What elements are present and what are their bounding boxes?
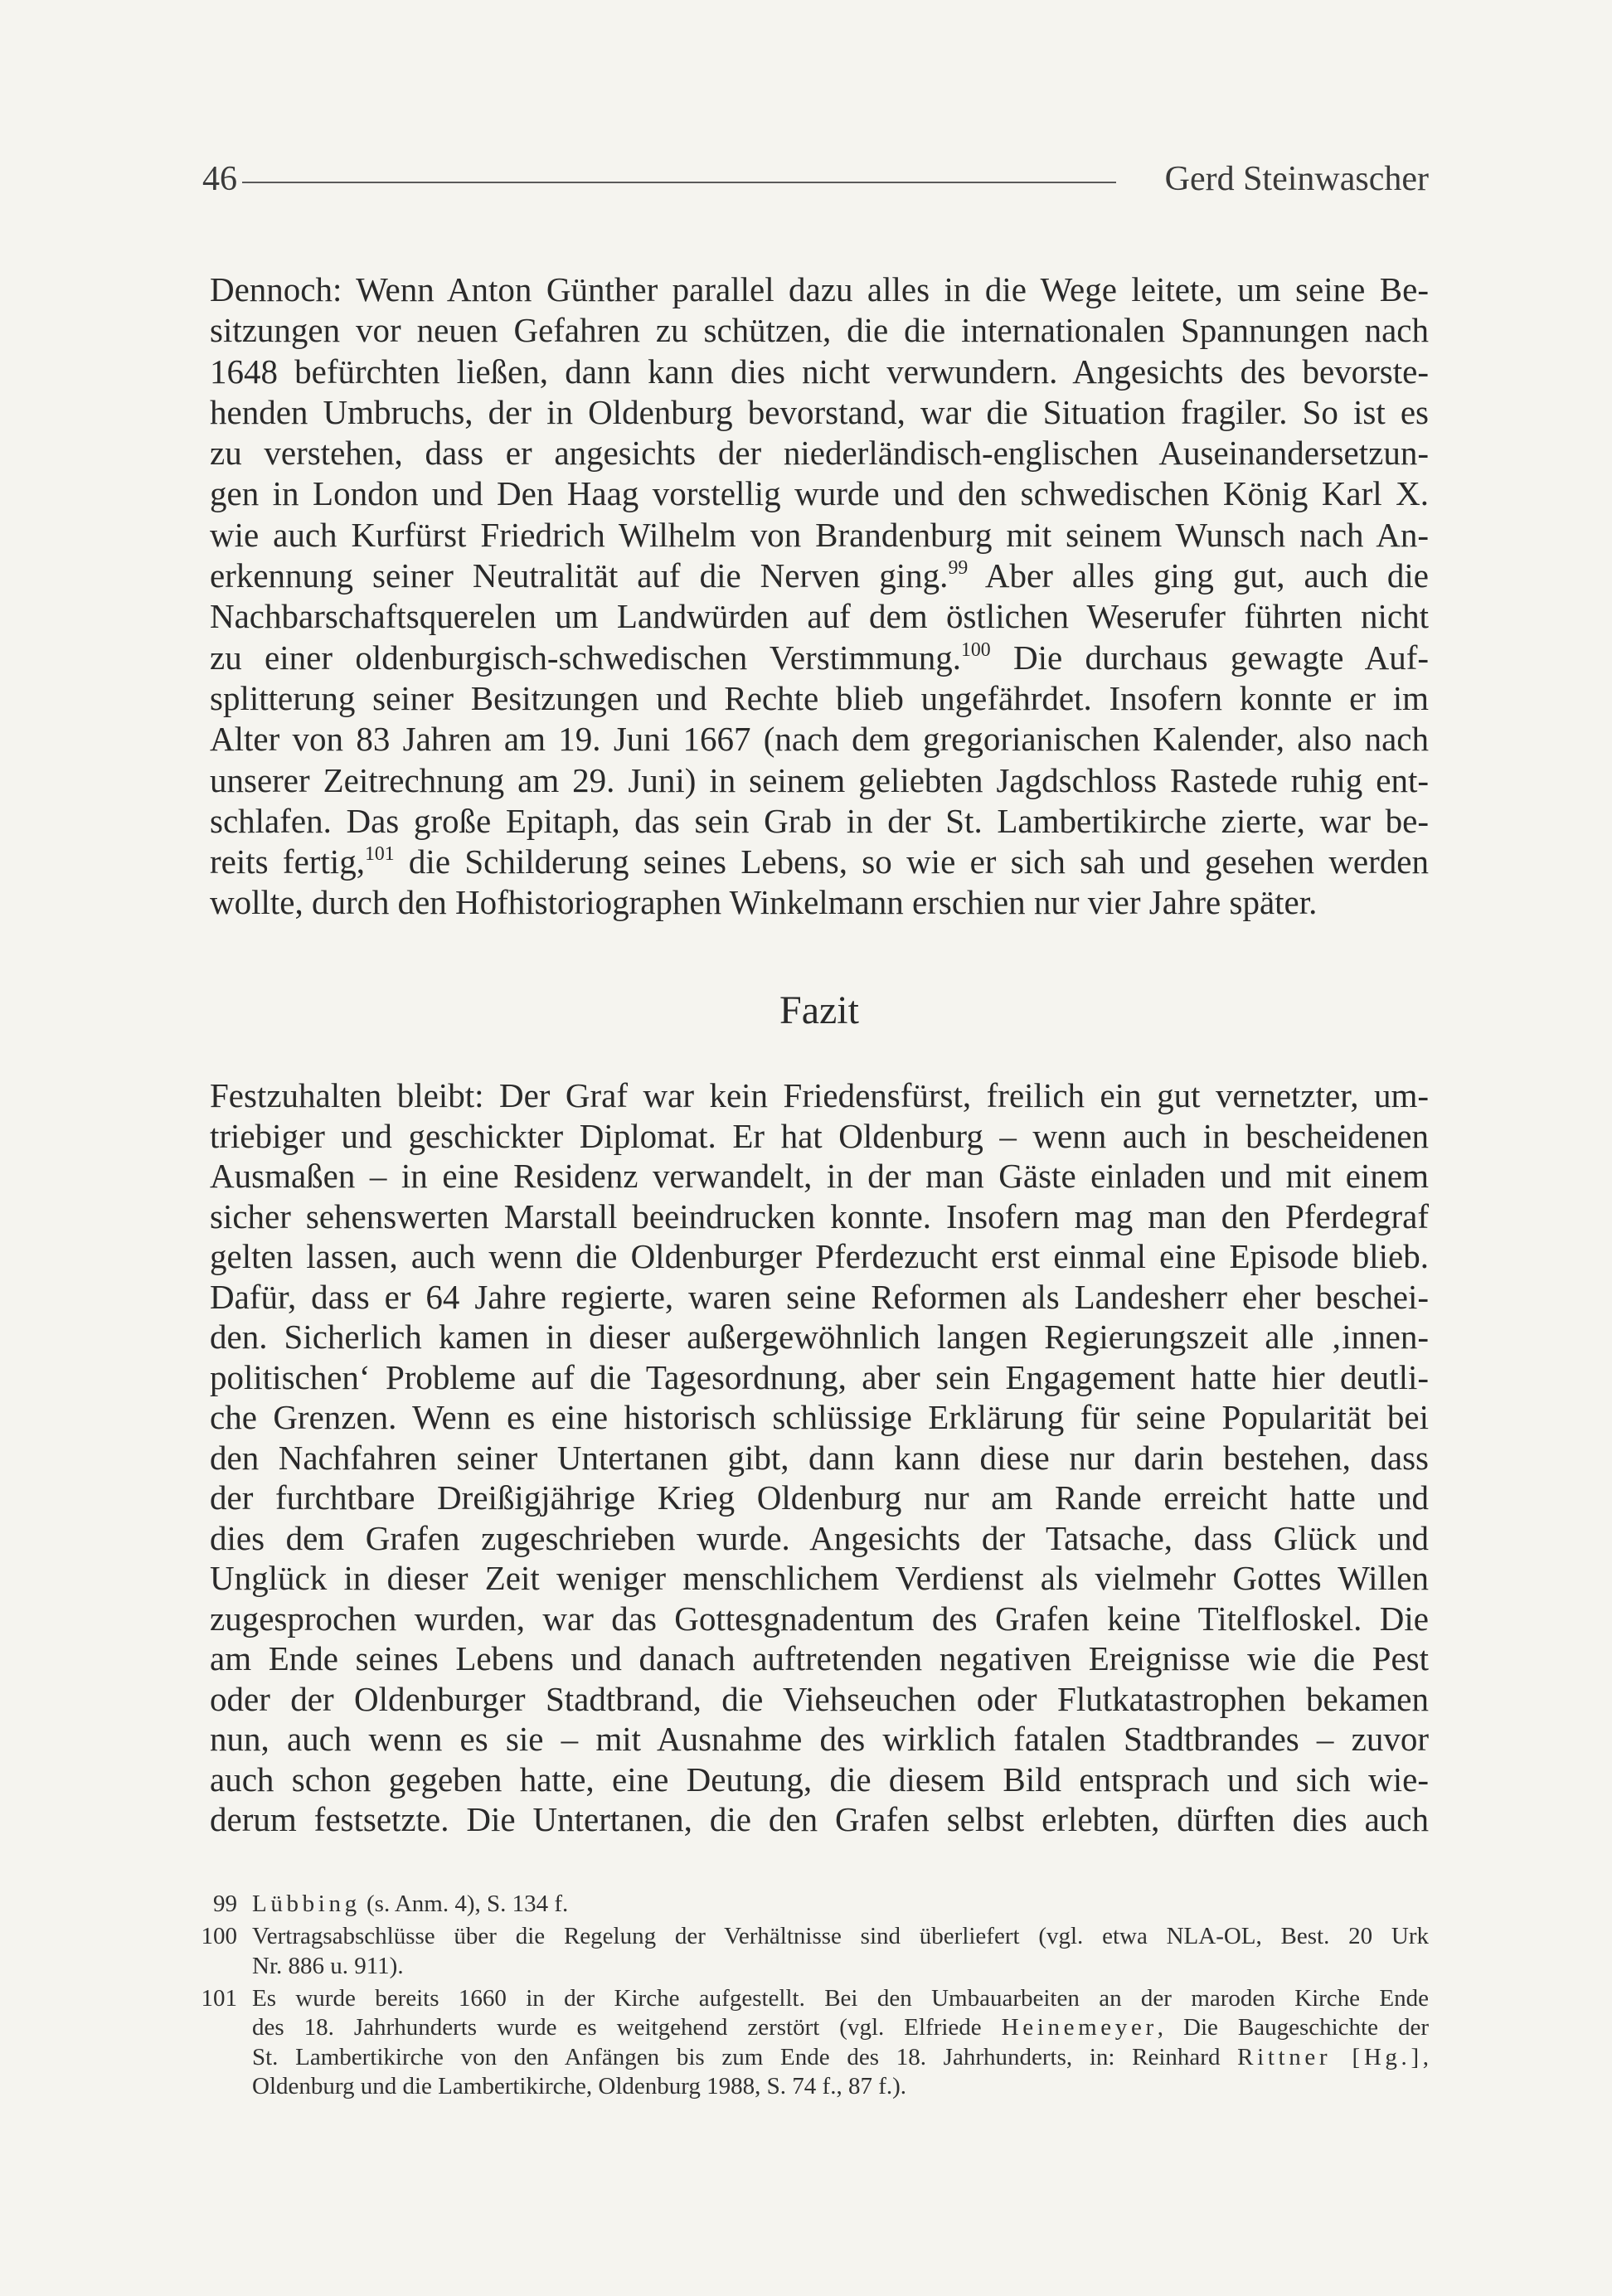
- text-line: Ausmaßen – in eine Residenz verwandelt, in der man Gäste einladen und mit einem: [210, 1157, 1429, 1195]
- text-segment: Aber alles ging gut, auch die: [968, 556, 1429, 595]
- text-segment: , Die Baugeschichte der: [1157, 2014, 1429, 2041]
- text-line: politischen‘ Probleme auf die Tagesordnung, aber sein Engagement hatte hier deutli-: [210, 1357, 1429, 1396]
- text-line: [210, 556, 1429, 596]
- footnote-line: Oldenburg und die Lambertikirche, Oldenburg 1988, S. 74 f., 87 f.).: [252, 2073, 907, 2099]
- footnote-99: [192, 1890, 1429, 1920]
- footnote-line: Nr. 886 u. 911).: [252, 1952, 404, 1979]
- editor-name: Rittner [Hg.]: [1237, 2043, 1423, 2070]
- text-line: der furchtbare Dreißigjährige Krieg Oldenburg nur am Rande erreicht hatte und: [210, 1478, 1429, 1517]
- footnote-text: [252, 1984, 1429, 2102]
- section-heading: Fazit: [779, 988, 859, 1032]
- footnote-number: 101: [201, 1984, 237, 2012]
- text-segment: die Schilderung seines Lebens, so wie er sich sah und gesehen werden: [394, 842, 1429, 881]
- footnote-reference: 99: [948, 557, 969, 580]
- text-line: dies dem Grafen zugeschrieben wurde. Angesichts der Tatsache, dass Glück und: [210, 1518, 1429, 1557]
- footnote-line: [252, 2043, 1429, 2073]
- text-line: Nachbarschaftsquerelen um Landwürden auf dem östlichen Weserufer führten nicht: [210, 597, 1429, 636]
- text-line: nun, auch wenn es sie – mit Ausnahme des wirklich fatalen Stadtbrandes – zuvor: [210, 1720, 1429, 1758]
- author-name: Heinemeyer: [1001, 2014, 1158, 2041]
- text-line: wie auch Kurfürst Friedrich Wilhelm von Brandenburg mit seinem Wunsch nach An-: [210, 515, 1429, 554]
- text-segment: ,: [1422, 2043, 1429, 2070]
- text-line: oder der Oldenburger Stadtbrand, die Viehseuchen oder Flutkatastrophen bekamen: [210, 1679, 1429, 1718]
- text-segment: (s. Anm. 4), S. 134 f.: [360, 1891, 569, 1917]
- text-line: [210, 638, 1429, 678]
- footnote-number: 99: [213, 1891, 237, 1917]
- footnote-reference: 100: [961, 638, 991, 661]
- author-name: Lübbing: [252, 1891, 361, 1917]
- text-line: che Grenzen. Wenn es eine historisch schlüssige Erklärung für seine Popularität bei: [210, 1398, 1429, 1436]
- text-segment: des 18. Jahrhunderts wurde es weitgehend zerstört (vgl. Elfriede: [252, 2014, 1002, 2041]
- text-line: gelten lassen, auch wenn die Oldenburger Pferdezucht erst einmal eine Episode blieb.: [210, 1237, 1429, 1275]
- text-line: zu verstehen, dass er angesichts der niederländisch-englischen Auseinandersetzun-: [210, 434, 1429, 473]
- text-segment: St. Lambertikirche von den Anfängen bis zum Ende des 18. Jahrhunderts, in: Reinhard: [252, 2043, 1238, 2070]
- footnote-101: [192, 1984, 1429, 2102]
- text-segment: Die durchaus gewagte Auf-: [990, 638, 1429, 677]
- paragraph-1: [210, 269, 1429, 924]
- running-title: Gerd Steinwascher: [1164, 160, 1429, 198]
- text-line: triebiger und geschickter Diplomat. Er hat Oldenburg – wenn auch in bescheidenen: [210, 1116, 1429, 1155]
- text-line: gen in London und Den Haag vorstellig wurde und den schwedischen König Karl X.: [210, 474, 1429, 513]
- text-line: henden Umbruchs, der in Oldenburg bevorstand, war die Situation fragiler. So ist es: [210, 392, 1429, 431]
- text-line: den Nachfahren seiner Untertanen gibt, dann kann diese nur darin bestehen, dass: [210, 1438, 1429, 1477]
- text-line: unserer Zeitrechnung am 29. Juni) in seinem geliebten Jagdschloss Rastede ruhig ent-: [210, 760, 1429, 799]
- text-line: Unglück in dieser Zeit weniger menschlichem Verdienst als vielmehr Gottes Willen: [210, 1559, 1429, 1597]
- text-line: am Ende seines Lebens und danach auftretenden negativen Ereignisse wie die Pest: [210, 1639, 1429, 1677]
- text-line: auch schon gegeben hatte, eine Deutung, die diesem Bild entsprach und sich wie-: [210, 1760, 1429, 1798]
- text-line: sicher sehenswerten Marstall beeindrucken konnte. Insofern mag man den Pferdegraf: [210, 1197, 1429, 1235]
- text-segment: erkennung seiner Neutralität auf die Nerven ging.: [210, 556, 949, 595]
- footnote-line: Es wurde bereits 1660 in der Kirche aufgestellt. Bei den Umbauarbeiten an der maroden Kirche Ende: [252, 1984, 1429, 2012]
- footnote-text: [252, 1890, 1429, 1920]
- footnote-line: [252, 2013, 1429, 2043]
- text-line: wollte, durch den Hofhistoriographen Winkelmann erschien nur vier Jahre später.: [210, 883, 1318, 922]
- text-line: splitterung seiner Besitzungen und Rechte blieb ungefährdet. Insofern konnte er im: [210, 678, 1429, 717]
- text-line: den. Sicherlich kamen in dieser außergewöhnlich langen Regierungszeit alle ‚innen-: [210, 1318, 1429, 1356]
- text-line: Dafür, dass er 64 Jahre regierte, waren seine Reformen als Landesherr eher beschei-: [210, 1277, 1429, 1316]
- footnote-text: [252, 1922, 1429, 1981]
- text-line: sitzungen vor neuen Gefahren zu schützen, die die internationalen Spannungen nach: [210, 311, 1429, 350]
- text-line: Dennoch: Wenn Anton Günther parallel dazu alles in die Wege leitete, um seine Be-: [210, 270, 1429, 308]
- text-segment: zu einer oldenburgisch-schwedischen Verstimmung.: [210, 638, 962, 677]
- page-number: 46: [202, 160, 237, 198]
- text-line: Alter von 83 Jahren am 19. Juni 1667 (nach dem gregorianischen Kalender, also nach: [210, 720, 1429, 759]
- text-line: [210, 842, 1429, 882]
- text-line: schlafen. Das große Epitaph, das sein Grab in der St. Lambertikirche zierte, war be-: [210, 801, 1429, 840]
- text-segment: reits fertig,: [210, 842, 365, 881]
- footnote-100: [192, 1922, 1429, 1981]
- header-rule: [242, 182, 1116, 183]
- text-line: zugesprochen wurden, war das Gottesgnadentum des Grafen keine Titelfloskel. Die: [210, 1599, 1429, 1638]
- footnote-line: [252, 1890, 1429, 1920]
- footnote-number: 100: [201, 1923, 237, 1949]
- text-line: 1648 befürchten ließen, dann kann dies nicht verwundern. Angesichts des bevorste-: [210, 352, 1429, 391]
- footnotes: [192, 1890, 1429, 2104]
- text-line: Festzuhalten bleibt: Der Graf war kein Friedensfürst, freilich ein gut vernetzter, um-: [210, 1076, 1429, 1114]
- paragraph-2: [210, 1075, 1429, 1840]
- text-line: derum festsetzte. Die Untertanen, die den Grafen selbst erlebten, dürften dies auch: [210, 1800, 1429, 1838]
- footnote-line: Vertragsabschlüsse über die Regelung der Verhältnisse sind überliefert (vgl. etwa NLA-OL, Best. 20 Urk: [252, 1923, 1429, 1949]
- footnote-reference: 101: [364, 843, 395, 866]
